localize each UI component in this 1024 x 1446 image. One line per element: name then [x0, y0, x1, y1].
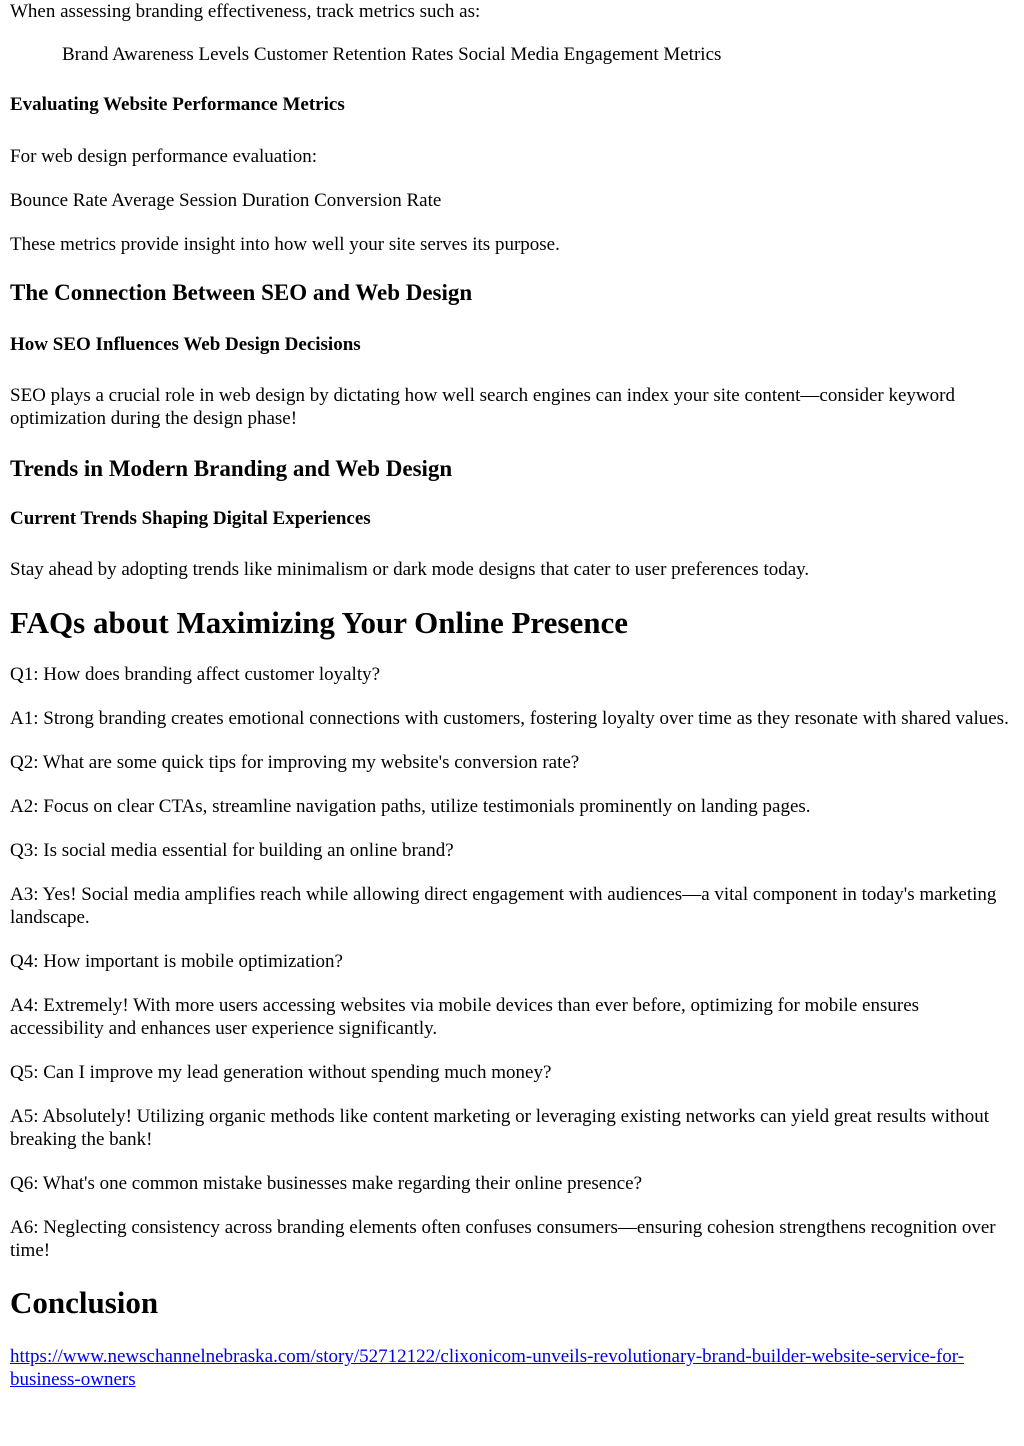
faq-heading: FAQs about Maximizing Your Online Presence	[10, 605, 628, 640]
seo-heading: The Connection Between SEO and Web Design	[10, 280, 473, 305]
faq-question: Q2: What are some quick tips for improving my website's conversion rate?	[10, 752, 580, 773]
conclusion-heading: Conclusion	[10, 1285, 159, 1320]
faq-question: Q4: How important is mobile optimization?	[10, 951, 343, 972]
faq-answer: A6: Neglecting consistency across branding elements often confuses consumers—ensuring cohesion strengthens recognition over time!	[10, 1217, 996, 1261]
source-link[interactable]: https://www.newschannelnebraska.com/story/52712122/clixonicom-unveils-revolutionary-brand-builder-website-service-for-business-owners	[10, 1346, 965, 1390]
seo-body: SEO plays a crucial role in web design by dictating how well search engines can index your site content—consider keyword optimization during the design phase!	[10, 385, 955, 429]
conclusion-link-paragraph	[10, 1345, 1014, 1391]
faq-answer: A2: Focus on clear CTAs, streamline navigation paths, utilize testimonials prominently on landing pages.	[10, 796, 811, 817]
faq-answer: A4: Extremely! With more users accessing websites via mobile devices than ever before, optimizing for mobile ensures accessibility and enhances user experience significantly.	[10, 995, 920, 1039]
branding-metrics-list: Brand Awareness Levels Customer Retention Rates Social Media Engagement Metrics	[62, 44, 722, 65]
website-metrics-intro: For web design performance evaluation:	[10, 146, 318, 167]
faq-list	[10, 663, 1014, 1262]
website-metrics-list: Bounce Rate Average Session Duration Conversion Rate	[10, 190, 442, 211]
faq-question: Q3: Is social media essential for building an online brand?	[10, 840, 454, 861]
faq-question: Q5: Can I improve my lead generation without spending much money?	[10, 1062, 552, 1083]
faq-answer: A5: Absolutely! Utilizing organic methods like content marketing or leveraging existing networks can yield great results without breaking the bank!	[10, 1106, 989, 1150]
faq-question: Q1: How does branding affect customer loyalty?	[10, 664, 381, 685]
website-metrics-heading: Evaluating Website Performance Metrics	[10, 94, 345, 115]
faq-answer: A1: Strong branding creates emotional connections with customers, fostering loyalty over time as they resonate with shared values.	[10, 708, 1009, 729]
trends-subheading: Current Trends Shaping Digital Experiences	[10, 508, 371, 529]
trends-body: Stay ahead by adopting trends like minimalism or dark mode designs that cater to user preferences today.	[10, 559, 810, 580]
trends-heading: Trends in Modern Branding and Web Design	[10, 456, 453, 481]
faq-question: Q6: What's one common mistake businesses make regarding their online presence?	[10, 1173, 643, 1194]
branding-metrics-intro: When assessing branding effectiveness, track metrics such as:	[10, 1, 481, 22]
faq-answer: A3: Yes! Social media amplifies reach while allowing direct engagement with audiences—a vital component in today's marketing landscape.	[10, 884, 997, 928]
website-metrics-note: These metrics provide insight into how well your site serves its purpose.	[10, 234, 560, 255]
seo-subheading: How SEO Influences Web Design Decisions	[10, 334, 361, 355]
